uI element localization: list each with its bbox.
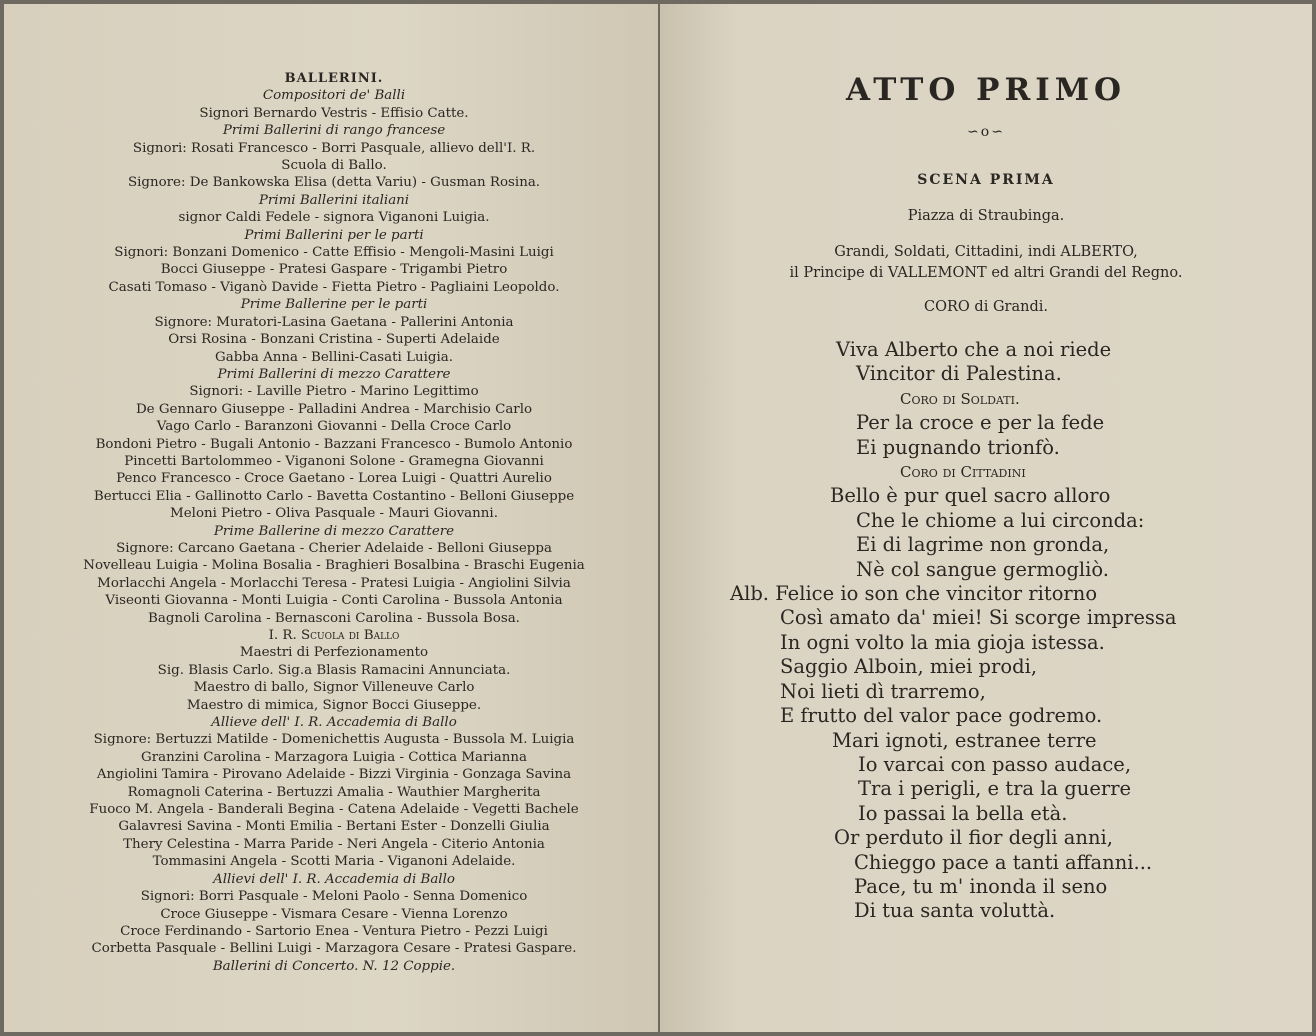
cast-line: Fuoco M. Angela - Banderali Begina - Catena Adelaide - Vegetti Bachele — [89, 802, 579, 818]
section-heading: Prime Ballerine di mezzo Carattere — [213, 523, 455, 539]
cast-list — [44, 70, 624, 975]
section-heading: Ballerini di Concerto. N. 12 Coppie. — [212, 958, 456, 974]
verse-line: Saggio Alboin, miei prodi, — [780, 655, 1038, 679]
verse-line: Io passai la bella età. — [858, 801, 1068, 825]
cast-line: Scuola di Ballo. — [281, 158, 387, 174]
verse-line: Ei di lagrime non gronda, — [856, 533, 1110, 557]
cast-line: Sig. Blasis Carlo. Sig.a Blasis Ramacini Annunciata. — [157, 662, 511, 678]
cast-line: Croce Giuseppe - Vismara Cesare - Vienna Lorenzo — [160, 906, 508, 922]
verse-line: Pace, tu m' inonda il seno — [854, 874, 1108, 898]
chorus-label: Coro di Soldati. — [900, 389, 1020, 408]
cast-line: Corbetta Pasquale - Bellini Luigi - Marzagora Cesare - Pratesi Gaspare. — [91, 941, 577, 957]
cast-line: Signore: Carcano Gaetana - Cherier Adelaide - Belloni Giuseppa — [116, 540, 552, 556]
section-heading: Primi Ballerini di mezzo Carattere — [217, 366, 451, 382]
verse-line: Per la croce e per la fede — [856, 411, 1105, 435]
cast-line: De Gennaro Giuseppe - Palladini Andrea - Marchisio Carlo — [135, 401, 533, 417]
verse-line: Bello è pur quel sacro alloro — [830, 484, 1111, 508]
cast-line: Signori: Bonzani Domenico - Catte Effisio - Mengoli-Masini Luigi — [114, 245, 554, 261]
cast-line: Penco Francesco - Croce Gaetano - Lorea Luigi - Quattri Aurelio — [116, 471, 552, 487]
cast-line: Novelleau Luigia - Molina Bosalia - Braghieri Bosalbina - Braschi Eugenia — [83, 558, 585, 574]
cast-line: Signori: Rosati Francesco - Borri Pasquale, allievo dell'I. R. — [132, 140, 536, 156]
cast-line: Signori: - Laville Pietro - Marino Legittimo — [189, 384, 479, 400]
cast-line: Gabba Anna - Bellini-Casati Luigia. — [215, 349, 453, 365]
cast-line: Galavresi Savina - Monti Emilia - Bertani Ester - Donzelli Giulia — [118, 819, 550, 835]
cast-line: Vago Carlo - Baranzoni Giovanni - Della Croce Carlo — [156, 419, 512, 435]
verse-line: E frutto del valor pace godremo. — [780, 704, 1103, 728]
verse-line: Nè col sangue germogliò. — [856, 557, 1109, 581]
cast-line: Bondoni Pietro - Bugali Antonio - Bazzani Francesco - Bumolo Antonio — [95, 436, 573, 452]
cast-line: Pincetti Bartolommeo - Viganoni Solone - Gramegna Giovanni — [124, 453, 544, 469]
verse-line: Io varcai con passo audace, — [858, 752, 1132, 776]
chorus-label: CORO di Grandi. — [924, 299, 1048, 315]
cast-line: Bagnoli Carolina - Bernasconi Carolina - Bussola Bosa. — [148, 610, 520, 626]
act-title: ATTO PRIMO — [845, 72, 1127, 108]
section-heading: Primi Ballerini di rango francese — [222, 123, 446, 139]
section-heading: Compositori de' Balli — [262, 88, 406, 104]
cast-line: Granzini Carolina - Marzagora Luigia - Cottica Marianna — [141, 749, 527, 765]
verse-line: Di tua santa voluttà. — [854, 899, 1056, 923]
cast-line: Signori Bernardo Vestris - Effisio Catte. — [199, 105, 469, 121]
cast-line: Signore: Muratori-Lasina Gaetana - Pallerini Antonia — [154, 314, 514, 330]
cast-line: Viseonti Giovanna - Monti Luigia - Conti Carolina - Bussola Antonia — [105, 593, 563, 609]
section-heading: Allievi dell' I. R. Accademia di Ballo — [213, 871, 455, 887]
verse-line: Vincitor di Palestina. — [856, 362, 1062, 386]
left-page — [4, 4, 658, 1032]
ornament-divider: ∽o∽ — [967, 124, 1005, 140]
verse-line: Che le chiome a lui circonda: — [856, 508, 1145, 532]
verse-line: Noi lieti dì trarremo, — [780, 679, 986, 703]
cast-line: Signori: Borri Pasquale - Meloni Paolo - Senna Domenico — [140, 889, 528, 905]
verse-line: Viva Alberto che a noi riede — [836, 338, 1112, 361]
cast-line: Croce Ferdinando - Sartorio Enea - Ventura Pietro - Pezzi Luigi — [120, 923, 548, 939]
verse-line: Così amato da' miei! Si scorge impressa — [780, 606, 1177, 630]
section-heading: I. R. Scuola di Ballo — [268, 628, 400, 643]
cast-line: signor Caldi Fedele - signora Viganoni Luigia. — [178, 210, 490, 226]
verse-line: Alb. Felice io son che vincitor ritorno — [730, 582, 1098, 606]
cast-line: Maestri di Perfezionamento — [239, 645, 429, 661]
cast-line: Bocci Giuseppe - Pratesi Gaspare - Trigambi Pietro — [160, 262, 508, 278]
chorus-label: Coro di Cittadini — [900, 463, 1026, 482]
verse-line: Or perduto il fior degli anni, — [834, 826, 1113, 850]
cast-line: Angiolini Tamira - Pirovano Adelaide - Bizzi Virginia - Gonzaga Savina — [96, 767, 572, 783]
section-heading: Allieve dell' I. R. Accademia di Ballo — [211, 715, 457, 731]
cast-line: Tommasini Angela - Scotti Maria - Viganoni Adelaide. — [152, 854, 516, 870]
cast-line: Orsi Rosina - Bonzani Cristina - Superti Adelaide — [168, 332, 500, 348]
cast-line: Maestro di mimica, Signor Bocci Giuseppe. — [186, 697, 482, 713]
book-spread — [4, 4, 1312, 1032]
cast-line: Signore: Bertuzzi Matilde - Domenichettis Augusta - Bussola M. Luigia — [93, 732, 575, 748]
cast-heading: BALLERINI. — [284, 71, 384, 86]
cast-line: Romagnoli Caterina - Bertuzzi Amalia - Wauthier Margherita — [127, 784, 541, 800]
section-heading: Primi Ballerini italiani — [258, 192, 410, 208]
verse-block — [720, 338, 1280, 924]
verse-line: Mari ignoti, estranee terre — [832, 728, 1097, 752]
stage-direction: il Principe di VALLEMONT ed altri Grandi del Regno. — [789, 265, 1183, 281]
cast-line: Casati Tomaso - Viganò Davide - Fietta Pietro - Pagliaini Leopoldo. — [108, 279, 560, 295]
section-heading: Primi Ballerini per le parti — [244, 227, 424, 243]
verse-line: Tra i perigli, e tra la guerre — [858, 777, 1132, 801]
verse-line: Ei pugnando trionfò. — [856, 435, 1060, 459]
section-heading: Prime Ballerine per le parti — [240, 297, 428, 313]
cast-line: Thery Celestina - Marra Paride - Neri Angela - Citerio Antonia — [123, 836, 545, 852]
verse-line: Chieggo pace a tanti affanni... — [854, 850, 1153, 874]
cast-line: Bertucci Elia - Gallinotto Carlo - Bavetta Costantino - Belloni Giuseppe — [93, 488, 575, 504]
scene-place: Piazza di Straubinga. — [907, 208, 1065, 224]
cast-line: Maestro di ballo, Signor Villeneuve Carlo — [193, 680, 475, 696]
stage-direction: Grandi, Soldati, Cittadini, indi ALBERTO, — [834, 244, 1138, 260]
cast-line: Meloni Pietro - Oliva Pasquale - Mauri Giovanni. — [170, 506, 498, 522]
cast-line: Signore: De Bankowska Elisa (detta Variu) - Gusman Rosina. — [127, 175, 541, 191]
right-page — [660, 4, 1312, 1032]
verse-line: In ogni volto la mia gioja istessa. — [780, 630, 1105, 654]
scene-heading: SCENA PRIMA — [917, 172, 1055, 188]
cast-line: Morlacchi Angela - Morlacchi Teresa - Pratesi Luigia - Angiolini Silvia — [97, 575, 571, 591]
